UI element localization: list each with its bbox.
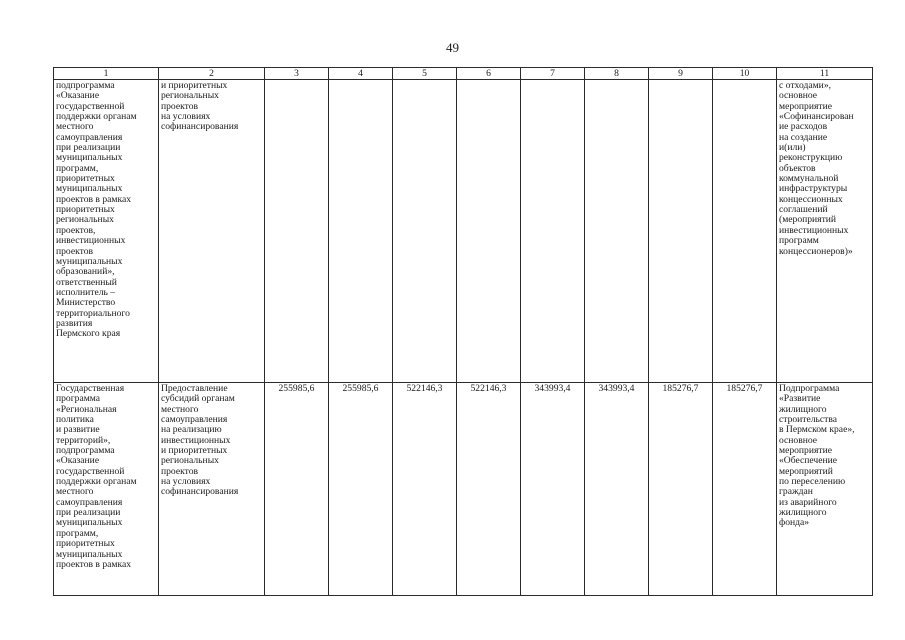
- value-cell: [265, 80, 329, 383]
- header-cell: 5: [393, 68, 457, 80]
- value-cell: [457, 80, 521, 383]
- value-cell: 343993,4: [585, 383, 649, 596]
- header-cell: 7: [521, 68, 585, 80]
- value-cell: 522146,3: [393, 383, 457, 596]
- header-cell: 6: [457, 68, 521, 80]
- header-cell: 11: [777, 68, 873, 80]
- value-cell: 522146,3: [457, 383, 521, 596]
- measure-cell: и приоритетных региональных проектов на условиях софинансирования: [159, 80, 265, 383]
- program-cell: подпрограмма «Оказание государственной поддержки органам местного самоуправления при реализации муниципальных программ, приоритетных муниципальных проектов в рамках приоритетных региональных проектов, инвестиционных проектов муниципальных образований», ответственный исполнитель – Министерство территориального развития Пермского края: [54, 80, 159, 383]
- note-cell: с отходами», основное мероприятие «Софинансирован ие расходов на создание и(или) реконструкцию объектов коммунальной инфраструктуры концессионных соглашений (мероприятий инвестиционных программ концессионеров)»: [777, 80, 873, 383]
- value-cell: 185276,7: [713, 383, 777, 596]
- value-cell: [521, 80, 585, 383]
- measure-cell: Предоставление субсидий органам местного самоуправления на реализацию инвестиционных и приоритетных региональных проектов на условиях софинансирования: [159, 383, 265, 596]
- value-cell: [585, 80, 649, 383]
- value-cell: 343993,4: [521, 383, 585, 596]
- table-row: [54, 80, 873, 383]
- header-cell: 8: [585, 68, 649, 80]
- value-cell: [329, 80, 393, 383]
- value-cell: 255985,6: [329, 383, 393, 596]
- header-cell: 2: [159, 68, 265, 80]
- program-table: [53, 67, 873, 596]
- value-cell: 255985,6: [265, 383, 329, 596]
- header-cell: 10: [713, 68, 777, 80]
- header-cell: 4: [329, 68, 393, 80]
- note-cell: Подпрограмма «Развитие жилищного строительства в Пермском крае», основное мероприятие «Обеспечение мероприятий по переселению граждан из аварийного жилищного фонда»: [777, 383, 873, 596]
- program-cell: Государственная программа «Региональная политика и развитие территорий», подпрограмма «Оказание государственной поддержки органам местного самоуправления при реализации муниципальных программ, приоритетных муниципальных проектов в рамках: [54, 383, 159, 596]
- page-number: 49: [446, 40, 459, 55]
- table-row: [54, 383, 873, 596]
- value-cell: [713, 80, 777, 383]
- header-row: [54, 68, 873, 80]
- value-cell: [649, 80, 713, 383]
- header-cell: 9: [649, 68, 713, 80]
- value-cell: [393, 80, 457, 383]
- header-cell: 1: [54, 68, 159, 80]
- header-cell: 3: [265, 68, 329, 80]
- value-cell: 185276,7: [649, 383, 713, 596]
